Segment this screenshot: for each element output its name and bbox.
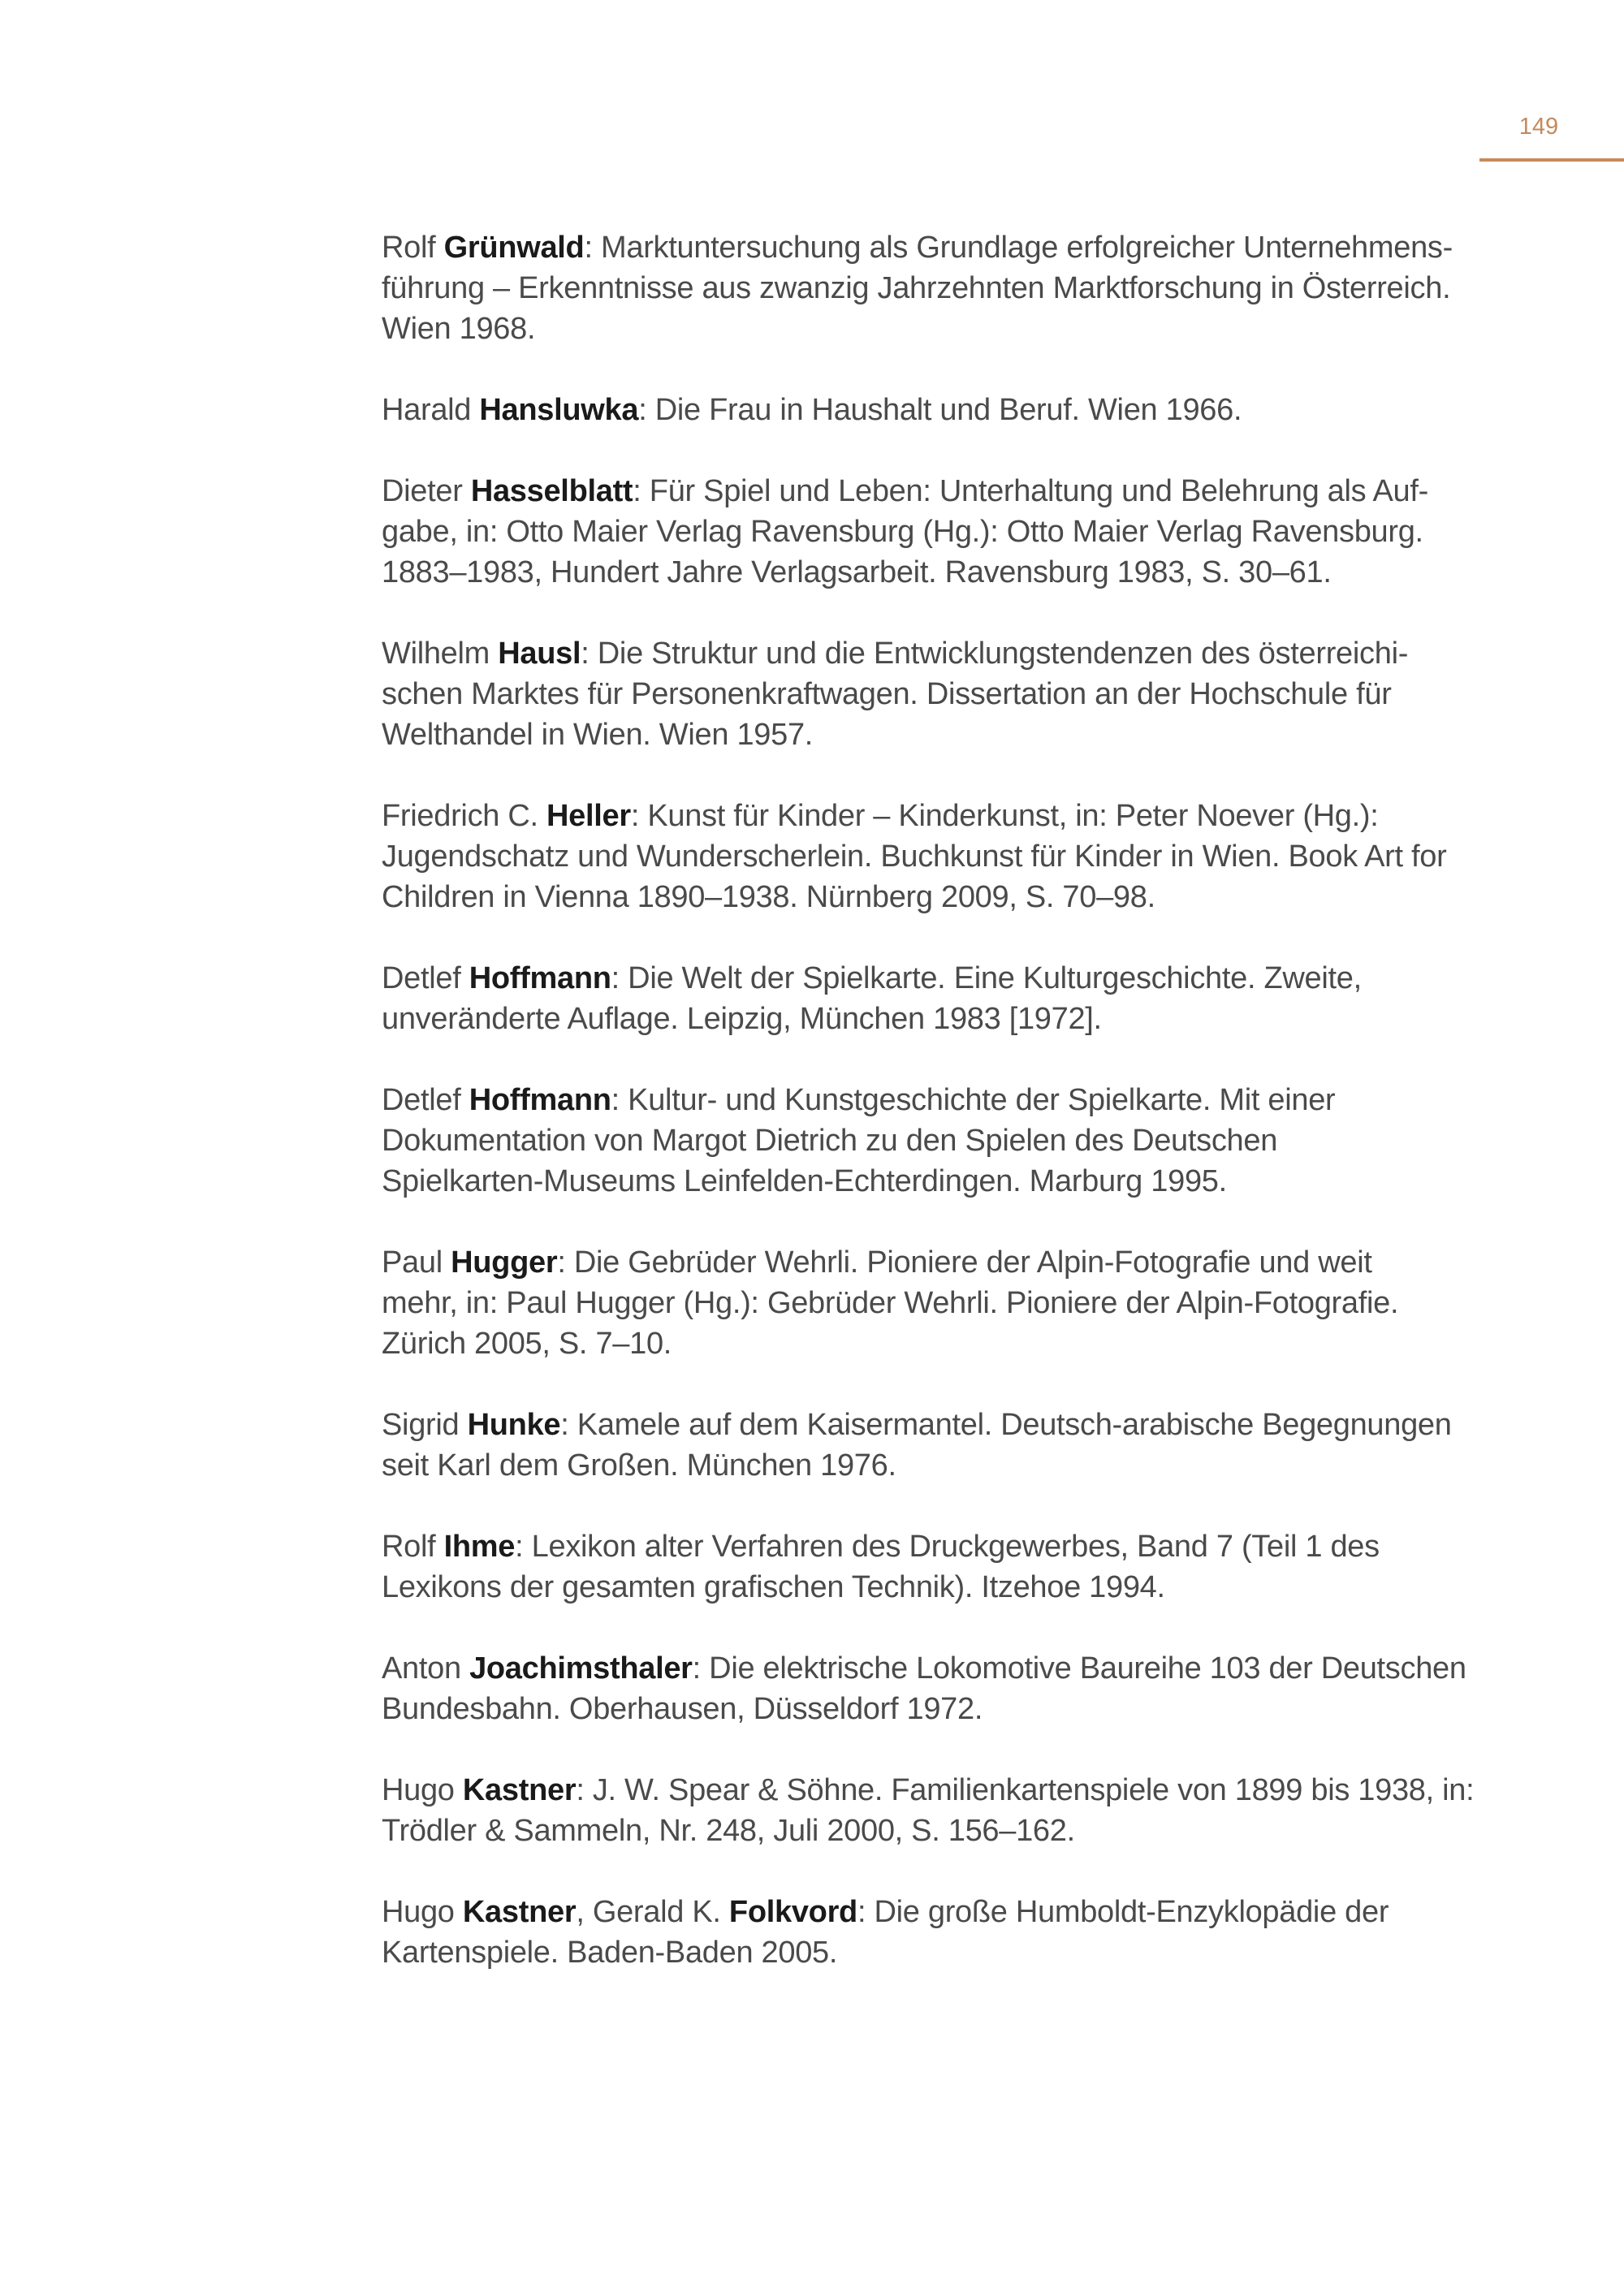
- bibliography-entry: [382, 1892, 1494, 1973]
- entry-first-line: [382, 1648, 1494, 1689]
- author-surname: Hunke: [467, 1408, 561, 1442]
- entry-continuation-line: Kartenspiele. Baden-Baden 2005.: [382, 1936, 838, 1970]
- author-separator: , Gerald K.: [576, 1895, 729, 1929]
- author-given-name: Hugo: [382, 1773, 463, 1807]
- bibliography-entry: [382, 1242, 1494, 1364]
- entry-continuation-line: schen Marktes für Personenkraftwagen. Dissertation an der Hochschule für: [382, 677, 1392, 711]
- page-number: 149: [1518, 114, 1559, 140]
- bibliography-entry: [382, 633, 1494, 755]
- entry-continuation-line: Bundesbahn. Oberhausen, Düsseldorf 1972.: [382, 1692, 983, 1726]
- author-given-name: Detlef: [382, 1083, 469, 1117]
- author-surname: Folkvord: [728, 1895, 857, 1929]
- bibliography-entry: [382, 227, 1494, 349]
- bibliography-entry: [382, 1526, 1494, 1608]
- entry-first-line: [382, 796, 1494, 836]
- author-surname: Hoffmann: [469, 1083, 611, 1117]
- entry-text: : Kamele auf dem Kaisermantel. Deutsch-arabische Begegnungen: [560, 1408, 1452, 1442]
- author-given-name: Rolf: [382, 1530, 444, 1564]
- entry-text: : Die elektrische Lokomotive Baureihe 103 der Deutschen: [692, 1651, 1466, 1686]
- author-given-name: Dieter: [382, 474, 471, 508]
- bibliography-entry: [382, 471, 1494, 593]
- entry-text: : Die Struktur und die Entwicklungstendenzen des österreichi-: [581, 637, 1409, 671]
- entry-first-line: [382, 227, 1494, 268]
- author-surname: Hansluwka: [479, 393, 639, 427]
- entry-continuation-line: Children in Vienna 1890–1938. Nürnberg 2009, S. 70–98.: [382, 880, 1155, 914]
- author-given-name: Sigrid: [382, 1408, 468, 1442]
- entry-first-line: [382, 1080, 1494, 1120]
- entry-first-line: [382, 390, 1494, 430]
- entry-continuation-line: gabe, in: Otto Maier Verlag Ravensburg (Hg.): Otto Maier Verlag Ravensburg.: [382, 515, 1423, 549]
- entry-text: : Kunst für Kinder – Kinderkunst, in: Peter Noever (Hg.):: [630, 799, 1379, 833]
- entry-first-line: [382, 1892, 1494, 1932]
- entry-text: : Die große Humboldt-Enzyklopädie der: [857, 1895, 1389, 1929]
- entry-continuation-line: Zürich 2005, S. 7–10.: [382, 1327, 672, 1361]
- author-surname: Hausl: [498, 637, 581, 671]
- author-given-name: Wilhelm: [382, 637, 499, 671]
- entry-continuation-line: Lexikons der gesamten grafischen Technik). Itzehoe 1994.: [382, 1570, 1165, 1604]
- entry-text: : Lexikon alter Verfahren des Druckgewerbes, Band 7 (Teil 1 des: [515, 1530, 1380, 1564]
- author-surname: Hugger: [451, 1245, 558, 1280]
- entry-continuation-line: Dokumentation von Margot Dietrich zu den Spielen des Deutschen: [382, 1124, 1278, 1158]
- author-given-name: Rolf: [382, 231, 444, 265]
- author-given-name: Paul: [382, 1245, 451, 1280]
- entry-text: : Die Gebrüder Wehrli. Pioniere der Alpin-Fotografie und weit: [557, 1245, 1372, 1280]
- entry-first-line: [382, 1526, 1494, 1567]
- author-given-name: Hugo: [382, 1895, 463, 1929]
- author-surname: Hasselblatt: [470, 474, 633, 508]
- entry-continuation-line: Welthandel in Wien. Wien 1957.: [382, 718, 814, 752]
- entry-first-line: [382, 1405, 1494, 1445]
- entry-continuation-line: führung – Erkenntnisse aus zwanzig Jahrzehnten Marktforschung in Österreich.: [382, 271, 1451, 305]
- entry-text: : Marktuntersuchung als Grundlage erfolgreicher Unternehmens-: [584, 231, 1453, 265]
- author-given-name: Friedrich C.: [382, 799, 547, 833]
- entry-continuation-line: 1883–1983, Hundert Jahre Verlagsarbeit. Ravensburg 1983, S. 30–61.: [382, 555, 1332, 589]
- entry-continuation-line: Wien 1968.: [382, 312, 536, 346]
- entry-continuation-line: unveränderte Auflage. Leipzig, München 1983 [1972].: [382, 1002, 1102, 1036]
- author-given-name: Anton: [382, 1651, 470, 1686]
- author-given-name: Detlef: [382, 961, 469, 995]
- entry-text: : J. W. Spear & Söhne. Familienkartenspiele von 1899 bis 1938, in:: [576, 1773, 1475, 1807]
- bibliography-list: [382, 227, 1494, 2014]
- entry-continuation-line: Trödler & Sammeln, Nr. 248, Juli 2000, S. 156–162.: [382, 1814, 1075, 1848]
- author-surname: Grünwald: [443, 231, 585, 265]
- entry-continuation-line: Jugendschatz und Wunderscherlein. Buchkunst für Kinder in Wien. Book Art for: [382, 840, 1447, 874]
- entry-first-line: [382, 633, 1494, 674]
- bibliography-entry: [382, 1648, 1494, 1729]
- entry-text: : Für Spiel und Leben: Unterhaltung und Belehrung als Auf-: [633, 474, 1428, 508]
- author-given-name: Harald: [382, 393, 480, 427]
- author-surname: Joachimsthaler: [469, 1651, 693, 1686]
- bibliography-entry: [382, 1405, 1494, 1486]
- entry-continuation-line: Spielkarten-Museums Leinfelden-Echterdingen. Marburg 1995.: [382, 1164, 1227, 1198]
- author-surname: Heller: [546, 799, 631, 833]
- entry-first-line: [382, 1770, 1494, 1811]
- author-surname: Hoffmann: [469, 961, 611, 995]
- bibliography-entry: [382, 1770, 1494, 1851]
- entry-first-line: [382, 471, 1494, 511]
- author-surname: Ihme: [443, 1530, 516, 1564]
- page-number-rule: [1479, 158, 1624, 162]
- bibliography-entry: [382, 796, 1494, 917]
- entry-text: : Die Welt der Spielkarte. Eine Kulturgeschichte. Zweite,: [611, 961, 1362, 995]
- author-surname: Kastner: [462, 1773, 577, 1807]
- entry-text: : Kultur- und Kunstgeschichte der Spielkarte. Mit einer: [611, 1083, 1336, 1117]
- entry-first-line: [382, 958, 1494, 999]
- entry-first-line: [382, 1242, 1494, 1283]
- entry-continuation-line: seit Karl dem Großen. München 1976.: [382, 1448, 896, 1483]
- bibliography-entry: [382, 1080, 1494, 1202]
- bibliography-entry: [382, 390, 1494, 430]
- entry-continuation-line: mehr, in: Paul Hugger (Hg.): Gebrüder Wehrli. Pioniere der Alpin-Fotografie.: [382, 1286, 1399, 1320]
- author-surname: Kastner: [462, 1895, 577, 1929]
- bibliography-entry: [382, 958, 1494, 1039]
- entry-text: : Die Frau in Haushalt und Beruf. Wien 1966.: [638, 393, 1242, 427]
